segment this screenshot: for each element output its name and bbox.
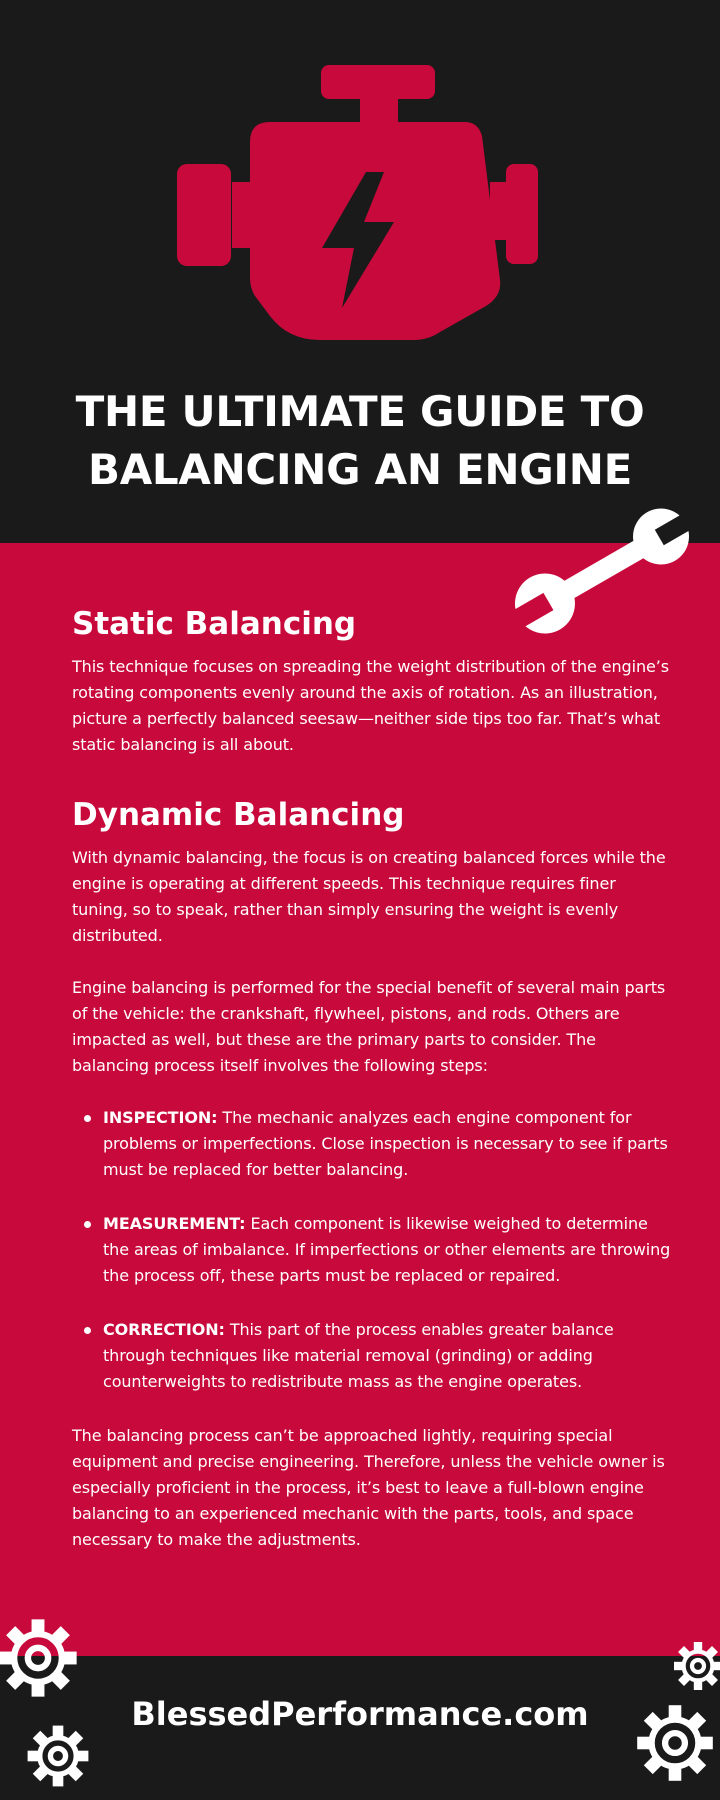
title-line-1: THE ULTIMATE GUIDE TO bbox=[75, 387, 645, 436]
site-url[interactable]: BlessedPerformance.com bbox=[131, 1695, 589, 1733]
engine-warning-icon bbox=[170, 60, 540, 350]
title-line-2: BALANCING AN ENGINE bbox=[88, 445, 632, 494]
static-balancing-section bbox=[72, 604, 672, 758]
article-content bbox=[72, 604, 672, 1553]
step-text-inspection: The mechanic analyzes each engine component for problems or imperfections. Close inspection is necessary to see if parts must be replaced for better balancing. bbox=[103, 1108, 668, 1179]
gear-icon bbox=[0, 1612, 84, 1704]
dynamic-balancing-section bbox=[72, 795, 672, 1553]
dynamic-balancing-heading: Dynamic Balancing bbox=[72, 797, 405, 833]
gear-icon bbox=[668, 1636, 720, 1696]
page-title bbox=[0, 383, 720, 499]
static-balancing-heading: Static Balancing bbox=[72, 606, 357, 642]
static-balancing-body: This technique focuses on spreading the weight distribution of the engine’s rotating components evenly around the axis of rotation. As an illustration, picture a perfectly balanced seesaw—neither side tips too far. That’s what static balancing is all about. bbox=[72, 657, 669, 754]
engine-balancing-intro: Engine balancing is performed for the special benefit of several main parts of the vehicle: the crankshaft, flywheel, pistons, and rods. Others are impacted as well, but these are the primary parts to consider. The balancing process itself involves the following steps: bbox=[72, 978, 666, 1075]
step-label-measurement: MEASUREMENT: bbox=[103, 1214, 246, 1233]
step-label-correction: CORRECTION: bbox=[103, 1320, 225, 1339]
dynamic-balancing-body: With dynamic balancing, the focus is on creating balanced forces while the engine is operating at different speeds. This technique requires finer tuning, so to speak, rather than simply ensuring the weight is evenly distributed. bbox=[72, 848, 666, 945]
list-item bbox=[72, 1211, 672, 1289]
list-item bbox=[72, 1105, 672, 1183]
step-text-correction: This part of the process enables greater balance through techniques like material removal (grinding) or adding counterweights to redistribute mass as the engine operates. bbox=[103, 1320, 614, 1391]
steps-list bbox=[72, 1105, 672, 1395]
step-label-inspection: INSPECTION: bbox=[103, 1108, 218, 1127]
list-item bbox=[72, 1317, 672, 1395]
closing-paragraph: The balancing process can’t be approached lightly, requiring special equipment and precise engineering. Therefore, unless the vehicle owner is especially proficient in the process, it’s best to leave a full-blown engine balancing to an experienced mechanic with the parts, tools, and space necessary to make the adjustments. bbox=[72, 1426, 665, 1549]
step-text-measurement: Each component is likewise weighed to determine the areas of imbalance. If imperfections or other elements are throwing the process off, these parts must be replaced or repaired. bbox=[103, 1214, 671, 1285]
